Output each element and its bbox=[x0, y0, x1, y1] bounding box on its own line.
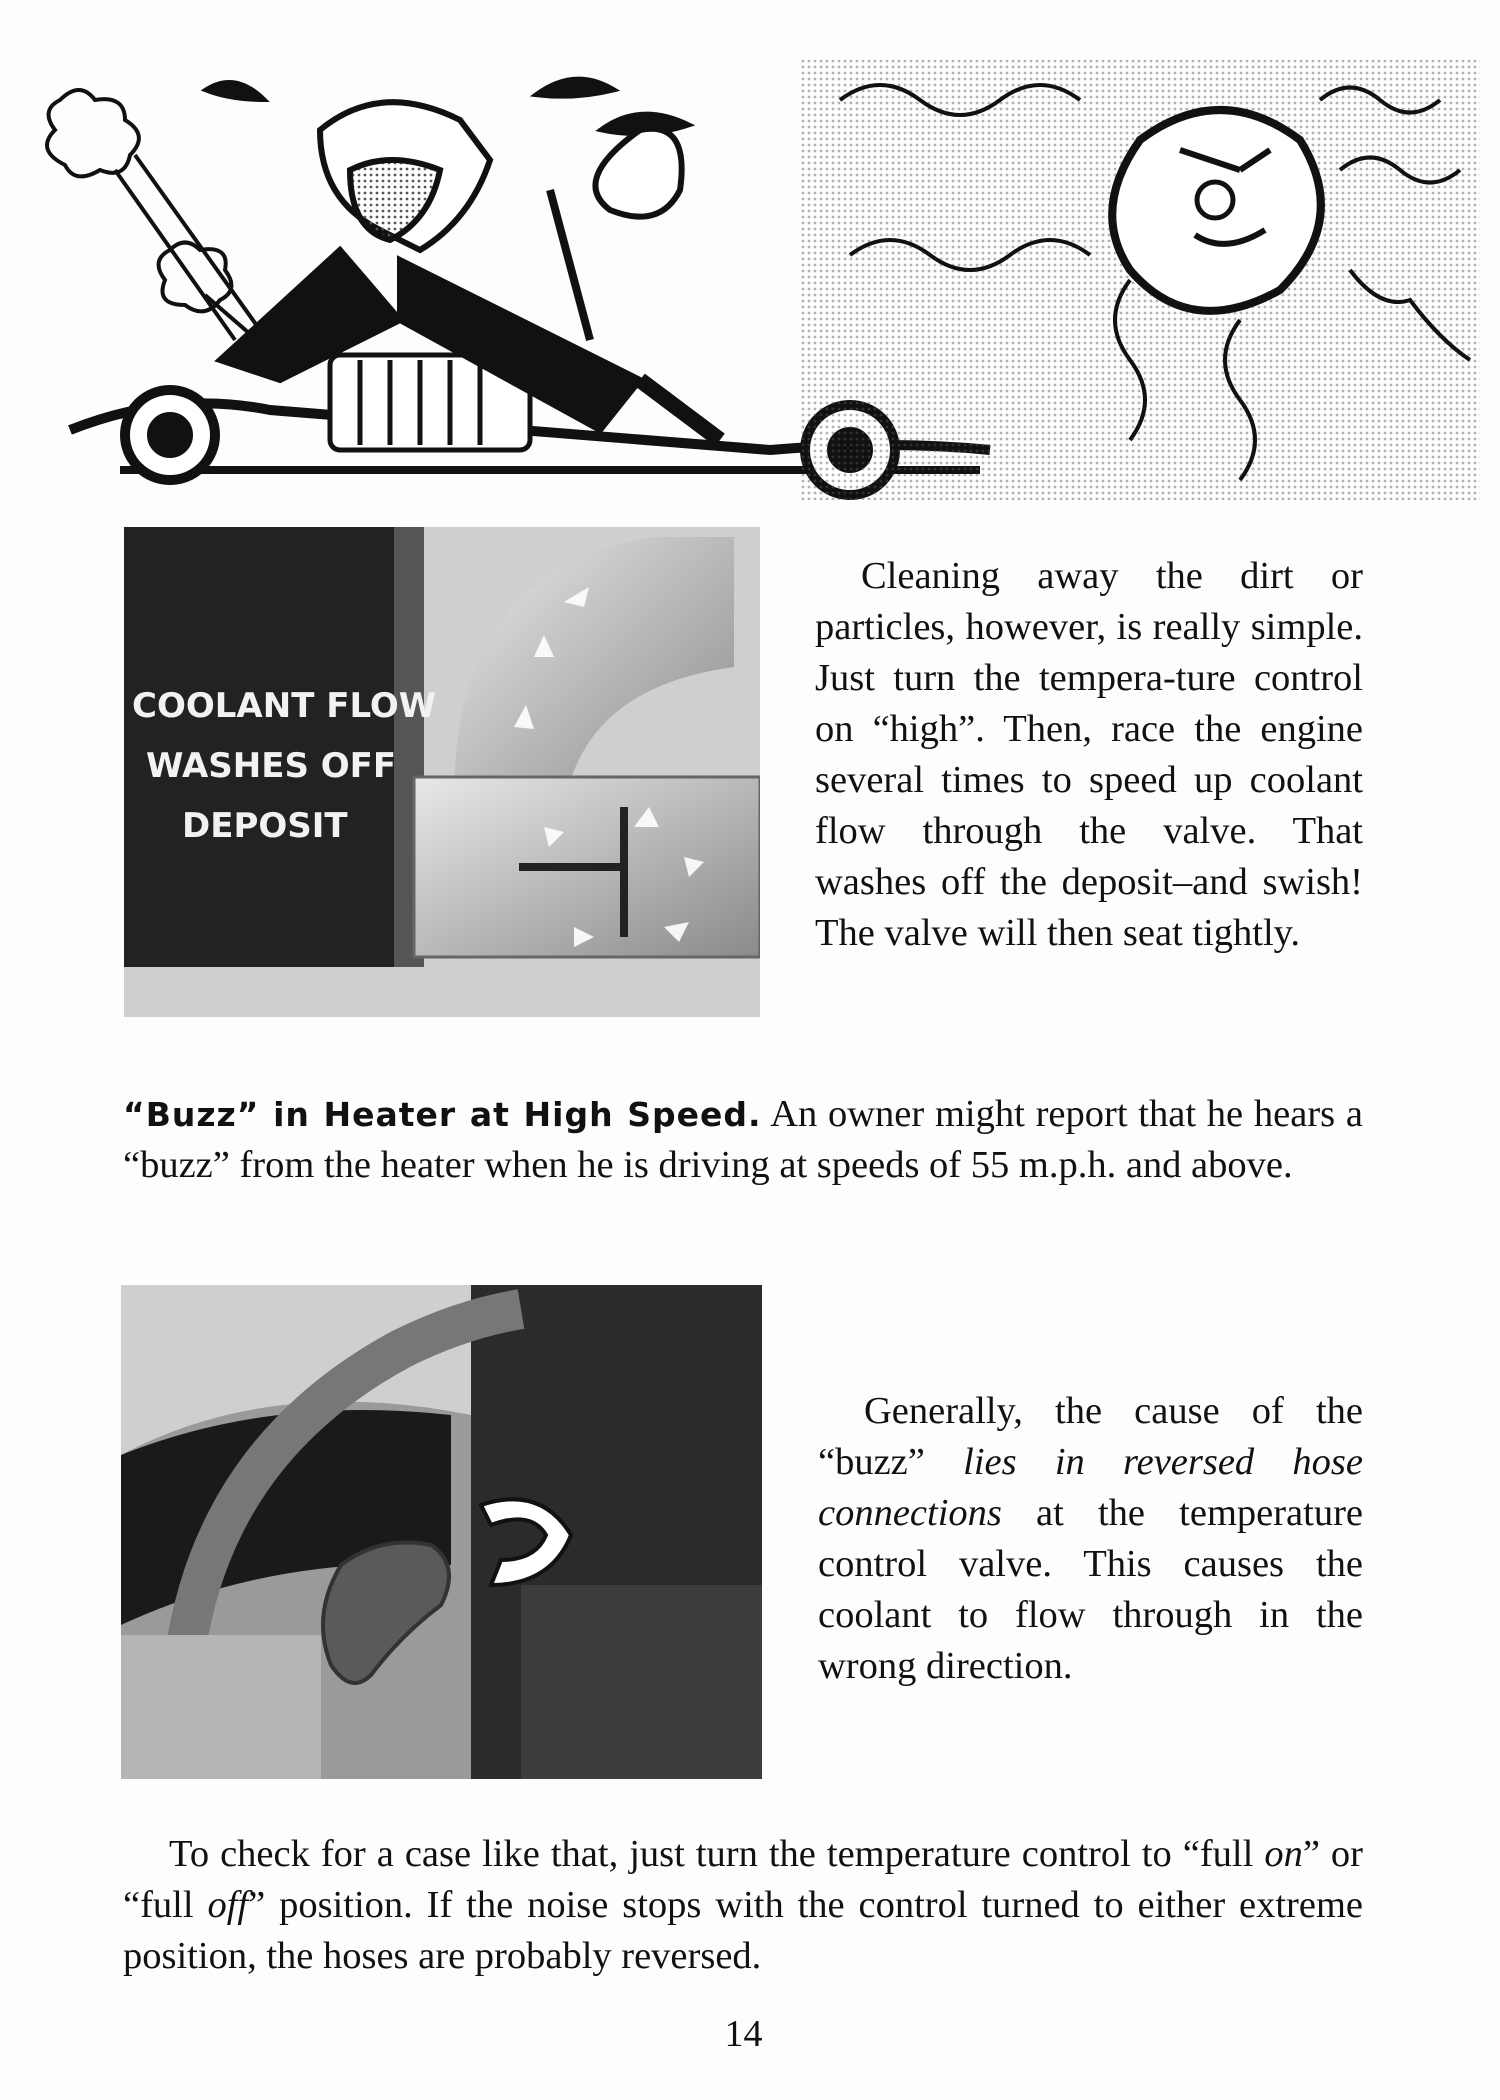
paragraph-check-part3: ” position. If the noise stops with the control turned to either extreme position, the hoses are probably reversed. bbox=[123, 1884, 1363, 1977]
hose-connection-photo bbox=[121, 1285, 762, 1779]
paragraph-cleaning bbox=[815, 551, 1363, 959]
valve-photo bbox=[124, 527, 760, 1017]
cartoon-illustration bbox=[20, 40, 1480, 500]
paragraph-cause bbox=[818, 1386, 1363, 1692]
paragraph-cause-part3: at the temperature control valve. This causes the coolant to flow through in the wrong direction. bbox=[818, 1492, 1364, 1687]
paragraph-cause-italic: lies in reversed hose connections bbox=[818, 1441, 1364, 1534]
overlay-line-2: WASHES OFF bbox=[146, 746, 397, 786]
overlay-line-1: COOLANT FLOW bbox=[132, 686, 437, 726]
paragraph-check-off: off bbox=[207, 1884, 249, 1926]
buzz-section-text: An owner might report that he hears a “buzz” from the heater when he is driving at speeds of 55 m.p.h. and above. bbox=[123, 1093, 1363, 1186]
paragraph-check-on: on bbox=[1264, 1833, 1303, 1875]
section-heading: “Buzz” in Heater at High Speed. bbox=[123, 1095, 762, 1134]
paragraph-check bbox=[123, 1829, 1363, 1982]
overlay-line-3: DEPOSIT bbox=[182, 806, 348, 846]
buzz-section bbox=[123, 1089, 1363, 1191]
angry-sun-icon bbox=[800, 60, 1480, 500]
paragraph-cleaning-text: Cleaning away the dirt or particles, however, is really simple. Just turn the tempera-ture control on “high”. Then, race the engine several times to speed up coolant flow through the valve. That washes off the deposit–and swish! The valve will then seat tightly. bbox=[815, 555, 1363, 954]
page-number: 14 bbox=[724, 2013, 763, 2055]
paragraph-cause-part1: Generally, the cause of the “buzz” bbox=[818, 1390, 1363, 1483]
paragraph-check-part1: To check for a case like that, just turn the temperature control to “full bbox=[169, 1833, 1254, 1875]
steam-puff-icon bbox=[47, 90, 280, 360]
paragraph-check-part2: ” or “full bbox=[123, 1833, 1363, 1926]
